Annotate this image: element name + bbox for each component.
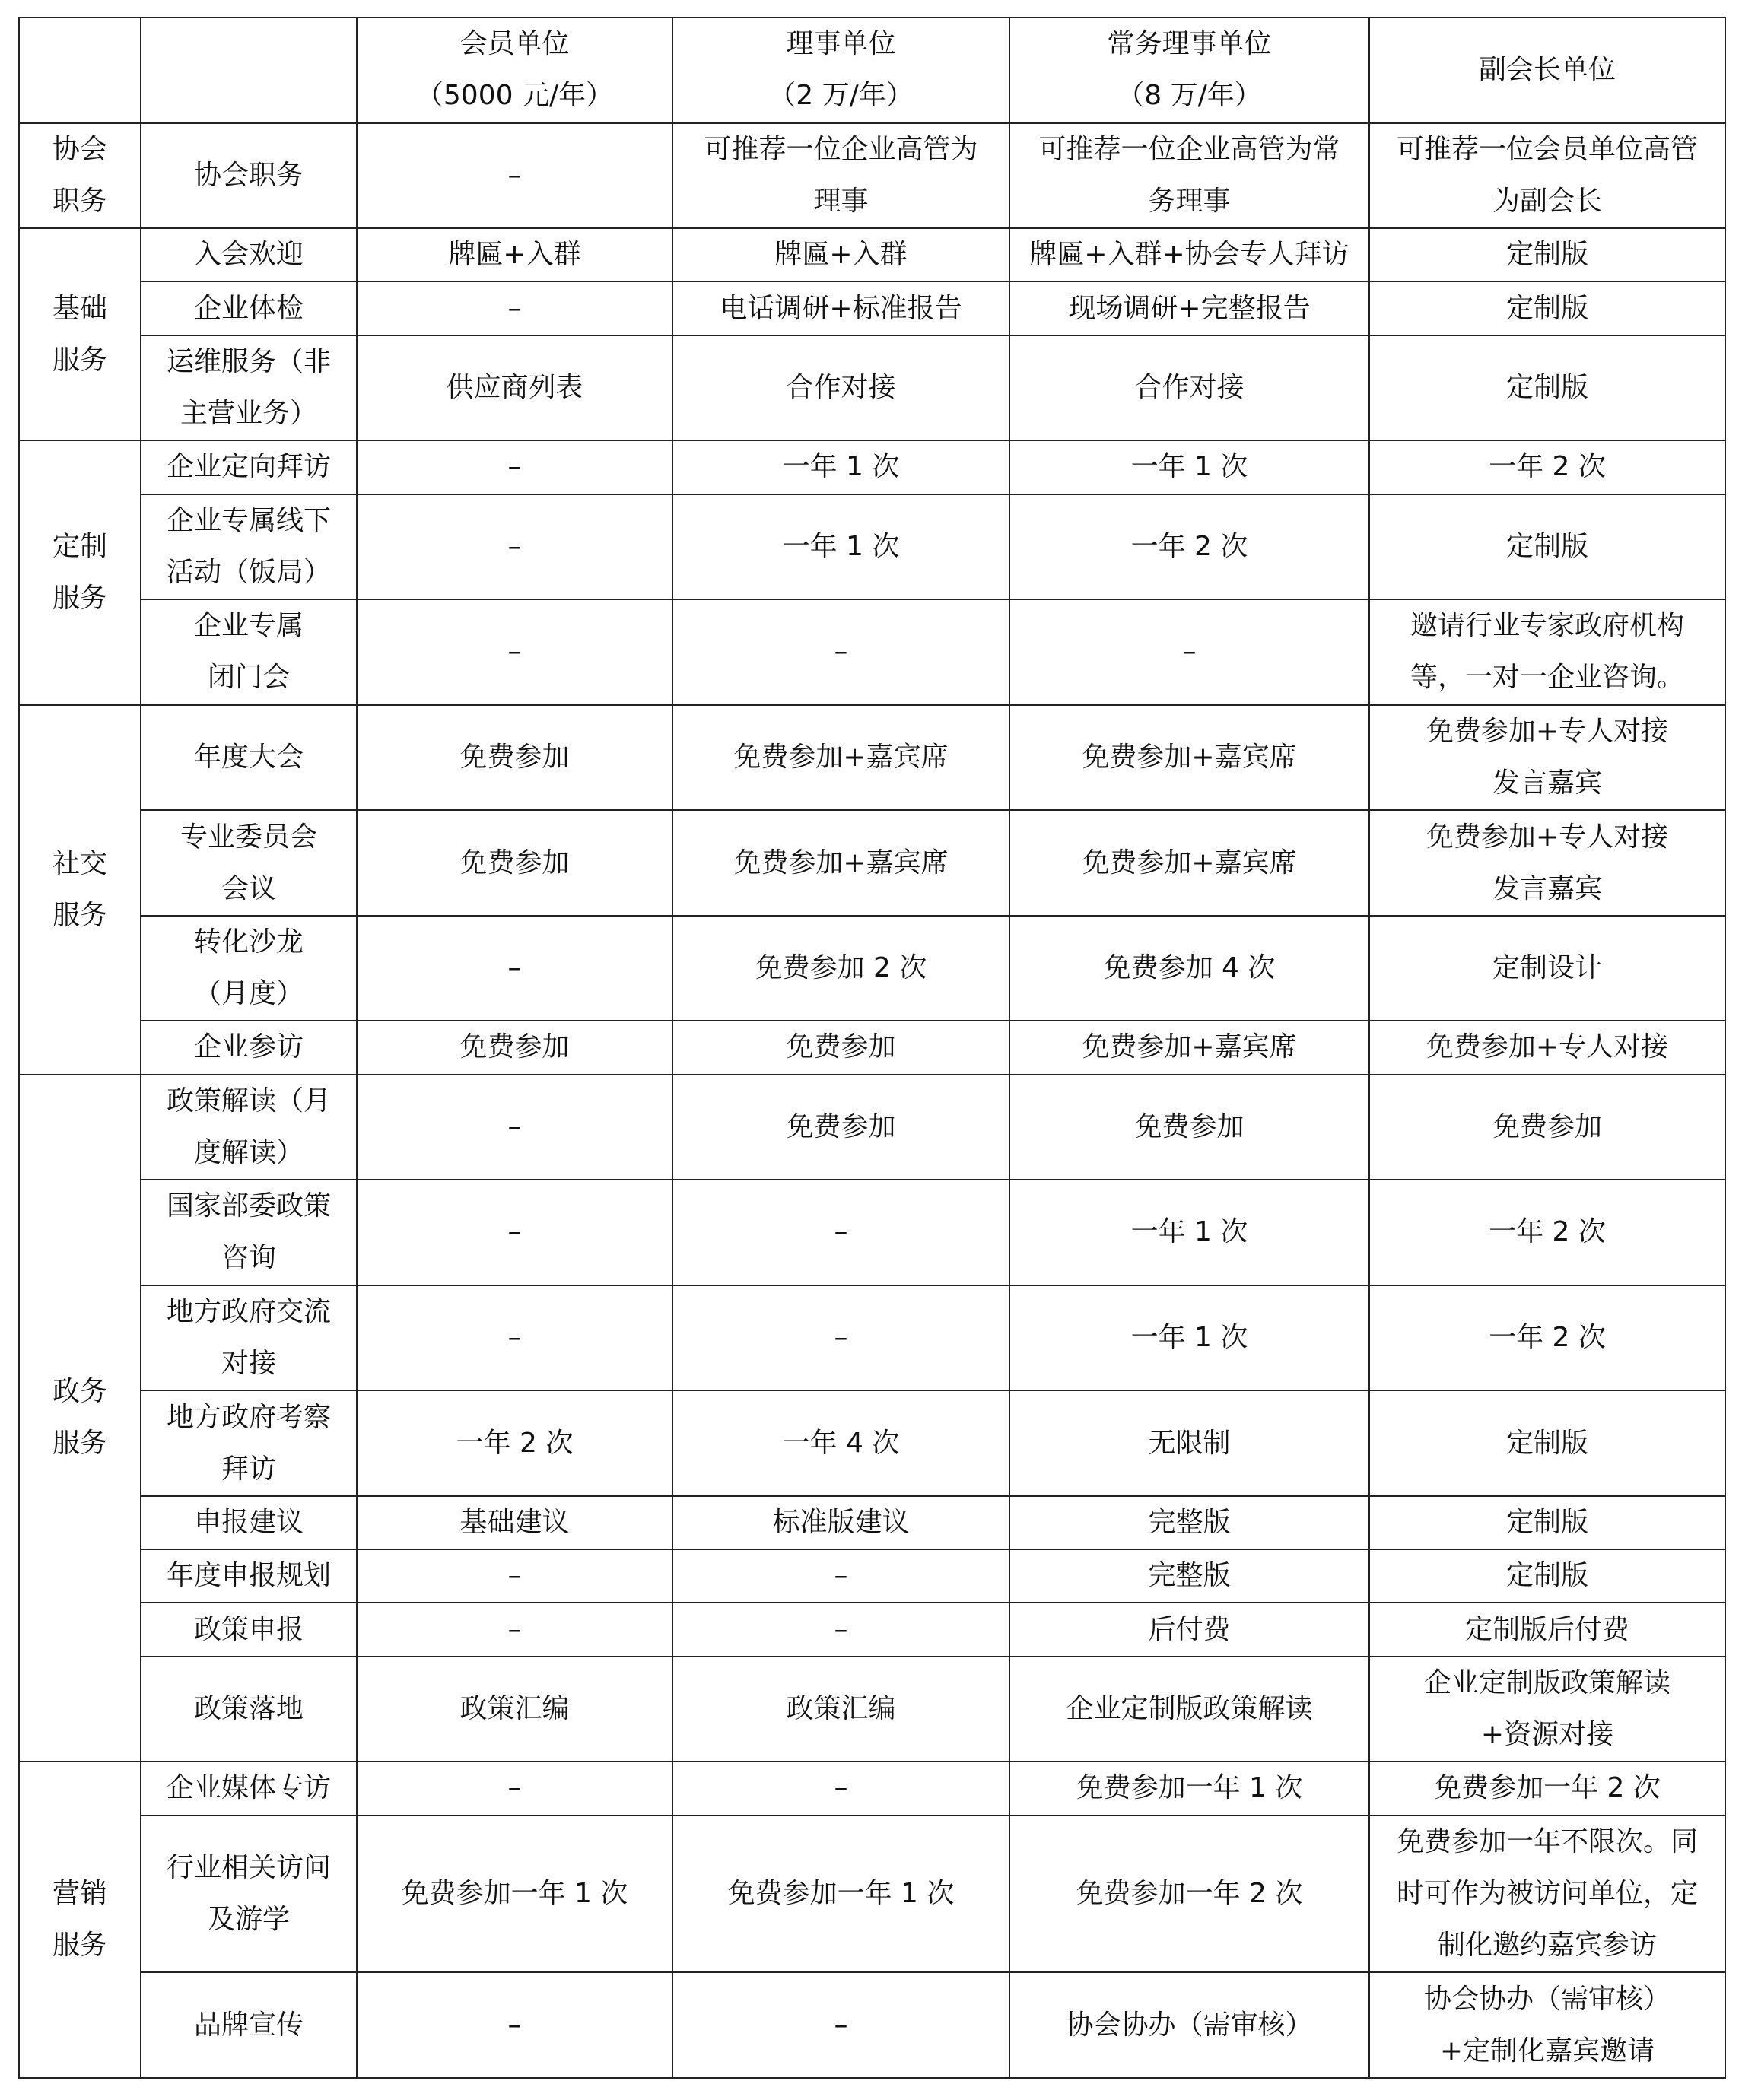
cell-director-line: 免费参加+嘉宾席 <box>733 847 949 878</box>
cell-member-line: – <box>507 1613 522 1645</box>
service-item-line: 申报建议 <box>193 1507 304 1539</box>
membership-benefits-table <box>18 17 1726 2079</box>
cell-vice-president-line: 定制版 <box>1505 1560 1588 1592</box>
service-item <box>141 916 357 1021</box>
cell-executive-director <box>1009 228 1369 281</box>
cell-member <box>357 1816 672 1973</box>
service-item-line: 运维服务（非 <box>166 345 331 377</box>
section-label <box>19 440 141 704</box>
cell-vice-president-line: 免费参加+专人对接 <box>1426 715 1669 747</box>
cell-director-line: – <box>834 1772 848 1804</box>
section-label-line: 服务 <box>52 582 107 614</box>
service-item-line: 转化沙龙 <box>193 926 304 958</box>
cell-director-line: – <box>834 1216 848 1248</box>
cell-vice-president <box>1369 228 1725 281</box>
service-item-line: 及游学 <box>207 1903 290 1935</box>
cell-member-line: 基础建议 <box>459 1507 570 1539</box>
cell-member-line: – <box>507 952 522 984</box>
cell-vice-president <box>1369 1285 1725 1391</box>
cell-executive-director-line: 完整版 <box>1148 1507 1231 1539</box>
cell-executive-director <box>1009 1657 1369 1762</box>
section-label <box>19 1075 141 1762</box>
cell-member-line: – <box>507 1772 522 1804</box>
cell-member-line: 一年 2 次 <box>456 1427 574 1459</box>
cell-vice-president-line: 时可作为被访问单位，定 <box>1396 1877 1698 1909</box>
cell-vice-president-line: +资源对接 <box>1480 1719 1614 1750</box>
cell-director-line: – <box>834 1560 848 1592</box>
service-item-line: （月度） <box>193 978 304 1010</box>
service-item-line: 主营业务） <box>180 397 317 429</box>
cell-vice-president-line: +定制化嘉宾邀请 <box>1439 2035 1655 2067</box>
section-label-line: 服务 <box>52 899 107 931</box>
cell-vice-president-line: 一年 2 次 <box>1489 451 1606 483</box>
cell-director <box>672 1549 1009 1603</box>
table-row <box>19 123 1725 229</box>
service-item-line: 企业专属线下 <box>166 504 331 536</box>
cell-vice-president-line: 可推荐一位会员单位高管 <box>1396 133 1698 165</box>
cell-director <box>672 335 1009 441</box>
cell-vice-president <box>1369 1075 1725 1180</box>
section-label <box>19 123 141 229</box>
section-label-line: 营销 <box>52 1878 107 1910</box>
service-item-line: 企业定向拜访 <box>166 451 331 483</box>
cell-vice-president-line: 发言嘉宾 <box>1492 767 1602 799</box>
table-row <box>19 1285 1725 1391</box>
cell-director <box>672 1972 1009 2078</box>
cell-executive-director-line: 一年 1 次 <box>1130 1322 1248 1354</box>
cell-vice-president <box>1369 1021 1725 1074</box>
cell-member <box>357 1075 672 1180</box>
table-row <box>19 1657 1725 1762</box>
service-item-line: 企业参访 <box>193 1031 304 1063</box>
cell-vice-president-line: 定制版 <box>1505 1427 1588 1459</box>
tier-price: （2 万/年） <box>768 80 914 112</box>
table-row <box>19 1762 1725 1815</box>
section-label-line: 服务 <box>52 1930 107 1962</box>
cell-member <box>357 1549 672 1603</box>
table-row <box>19 494 1725 600</box>
cell-member-line: – <box>507 451 522 483</box>
cell-executive-director-line: 协会协办（需审核） <box>1066 2009 1313 2041</box>
section-label-line: 定制 <box>52 530 107 562</box>
cell-executive-director <box>1009 123 1369 229</box>
service-item <box>141 810 357 916</box>
service-item <box>141 494 357 600</box>
cell-executive-director <box>1009 1390 1369 1496</box>
table-row <box>19 810 1725 916</box>
cell-vice-president <box>1369 1549 1725 1603</box>
cell-member-line: 免费参加一年 1 次 <box>401 1877 628 1909</box>
table-row <box>19 1816 1725 1973</box>
service-item-line: 企业媒体专访 <box>166 1772 331 1804</box>
section-label-line: 职务 <box>52 185 107 217</box>
service-item-line: 会议 <box>221 872 276 904</box>
cell-vice-president-line: 免费参加+专人对接 <box>1426 1031 1669 1063</box>
section-label <box>19 705 141 1075</box>
cell-executive-director-line: 免费参加 4 次 <box>1103 952 1276 984</box>
service-item <box>141 599 357 705</box>
service-item-line: 地方政府交流 <box>166 1296 331 1328</box>
cell-member-line: – <box>507 530 522 562</box>
cell-vice-president <box>1369 123 1725 229</box>
cell-director <box>672 228 1009 281</box>
cell-executive-director <box>1009 494 1369 600</box>
service-item-line: 专业委员会 <box>180 821 317 853</box>
cell-vice-president-line: 免费参加 <box>1492 1110 1602 1142</box>
cell-member-line: – <box>507 292 522 324</box>
service-item <box>141 1496 357 1549</box>
cell-member-line: – <box>507 2009 522 2041</box>
table-row <box>19 1390 1725 1496</box>
cell-director <box>672 599 1009 705</box>
cell-vice-president <box>1369 1816 1725 1973</box>
cell-vice-president <box>1369 1657 1725 1762</box>
cell-executive-director <box>1009 1180 1369 1285</box>
header-empty-cell <box>141 17 357 123</box>
cell-executive-director <box>1009 810 1369 916</box>
cell-member <box>357 1603 672 1656</box>
cell-director <box>672 1180 1009 1285</box>
cell-director <box>672 1021 1009 1074</box>
cell-director <box>672 810 1009 916</box>
cell-director <box>672 1496 1009 1549</box>
service-item-line: 国家部委政策 <box>166 1190 331 1222</box>
cell-executive-director-line: 牌匾+入群+协会专人拜访 <box>1029 239 1349 271</box>
cell-executive-director <box>1009 1816 1369 1973</box>
cell-vice-president-line: 一年 2 次 <box>1489 1322 1606 1354</box>
section-label-line: 社交 <box>52 847 107 879</box>
cell-member <box>357 123 672 229</box>
cell-vice-president <box>1369 705 1725 811</box>
service-item-line: 入会欢迎 <box>193 239 304 271</box>
cell-member <box>357 1657 672 1762</box>
header-executive-director <box>1009 17 1369 123</box>
cell-member <box>357 1390 672 1496</box>
section-label <box>19 1762 141 2078</box>
cell-director-line: – <box>834 1322 848 1354</box>
service-item-line: 企业专属 <box>193 610 304 642</box>
cell-director <box>672 281 1009 335</box>
cell-member-line: 免费参加 <box>459 847 570 878</box>
cell-member-line: 免费参加 <box>459 1031 570 1063</box>
cell-director-line: 牌匾+入群 <box>774 239 908 271</box>
cell-director-line: 合作对接 <box>786 371 896 403</box>
cell-director-line: 免费参加+嘉宾席 <box>733 741 949 773</box>
cell-vice-president-line: 制化邀约嘉宾参访 <box>1437 1929 1657 1961</box>
cell-executive-director-line: 免费参加一年 2 次 <box>1076 1877 1303 1909</box>
table-row <box>19 1075 1725 1180</box>
cell-vice-president-line: 发言嘉宾 <box>1492 872 1602 904</box>
cell-executive-director-line: 免费参加+嘉宾席 <box>1082 1031 1297 1063</box>
cell-director-line: 可推荐一位企业高管为 <box>704 133 978 165</box>
tier-name: 常务理事单位 <box>1107 28 1272 60</box>
cell-member-line: – <box>507 1322 522 1354</box>
cell-executive-director <box>1009 1603 1369 1656</box>
cell-vice-president-line: 等，一对一企业咨询。 <box>1410 662 1684 694</box>
cell-director-line: – <box>834 1613 848 1645</box>
cell-director <box>672 1657 1009 1762</box>
cell-vice-president-line: 定制版 <box>1505 530 1588 562</box>
table-row <box>19 916 1725 1021</box>
cell-executive-director-line: 合作对接 <box>1134 371 1245 403</box>
cell-vice-president <box>1369 494 1725 600</box>
header-empty-cell <box>19 17 141 123</box>
cell-member <box>357 1762 672 1815</box>
cell-vice-president-line: 邀请行业专家政府机构 <box>1410 610 1684 642</box>
cell-vice-president <box>1369 599 1725 705</box>
cell-vice-president <box>1369 916 1725 1021</box>
cell-executive-director <box>1009 335 1369 441</box>
cell-vice-president-line: 为副会长 <box>1492 185 1602 217</box>
cell-vice-president-line: 免费参加+专人对接 <box>1426 821 1669 853</box>
cell-member <box>357 494 672 600</box>
cell-executive-director-line: 可推荐一位企业高管为常 <box>1038 133 1340 165</box>
cell-executive-director-line: 无限制 <box>1148 1427 1231 1459</box>
cell-member <box>357 599 672 705</box>
tier-name: 理事单位 <box>786 28 896 60</box>
table-row <box>19 228 1725 281</box>
cell-director <box>672 1762 1009 1815</box>
table-row <box>19 335 1725 441</box>
cell-member <box>357 1496 672 1549</box>
header-member <box>357 17 672 123</box>
service-item-line: 对接 <box>221 1348 276 1380</box>
cell-director <box>672 1603 1009 1656</box>
cell-executive-director-line: 完整版 <box>1148 1560 1231 1592</box>
service-item-line: 政策落地 <box>193 1693 304 1724</box>
service-item <box>141 1021 357 1074</box>
cell-director <box>672 1816 1009 1973</box>
section-label <box>19 228 141 440</box>
cell-member-line: 供应商列表 <box>446 371 583 403</box>
cell-vice-president-line: 定制版后付费 <box>1464 1613 1629 1645</box>
service-item-line: 咨询 <box>221 1242 276 1274</box>
cell-executive-director-line: 企业定制版政策解读 <box>1066 1693 1313 1724</box>
section-label-line: 服务 <box>52 344 107 376</box>
cell-member-line: – <box>507 159 522 191</box>
cell-director-line: 政策汇编 <box>786 1693 896 1724</box>
header-row <box>19 17 1725 123</box>
table-row <box>19 281 1725 335</box>
cell-executive-director <box>1009 1972 1369 2078</box>
cell-executive-director-line: – <box>1182 636 1197 668</box>
section-label-line: 基础 <box>52 292 107 324</box>
cell-director-line: 免费参加 2 次 <box>755 952 927 984</box>
service-item-line: 活动（饭局） <box>166 556 331 588</box>
cell-director-line: 理事 <box>813 185 869 217</box>
cell-executive-director <box>1009 599 1369 705</box>
cell-executive-director <box>1009 705 1369 811</box>
cell-executive-director-line: 免费参加+嘉宾席 <box>1082 847 1297 878</box>
cell-member <box>357 916 672 1021</box>
table-row <box>19 705 1725 811</box>
service-item-line: 闭门会 <box>207 662 290 694</box>
cell-executive-director <box>1009 1021 1369 1074</box>
service-item <box>141 123 357 229</box>
cell-executive-director <box>1009 1762 1369 1815</box>
cell-vice-president <box>1369 1390 1725 1496</box>
cell-director <box>672 1285 1009 1391</box>
cell-director-line: 免费参加一年 1 次 <box>727 1877 955 1909</box>
service-item-line: 企业体检 <box>193 292 304 324</box>
table-row <box>19 599 1725 705</box>
service-item-line: 政策申报 <box>193 1613 304 1645</box>
service-item-line: 拜访 <box>221 1453 276 1485</box>
service-item-line: 年度申报规划 <box>166 1560 331 1592</box>
cell-vice-president-line: 企业定制版政策解读 <box>1423 1667 1670 1698</box>
cell-director-line: 免费参加 <box>786 1110 896 1142</box>
cell-executive-director-line: 后付费 <box>1148 1613 1231 1645</box>
cell-vice-president-line: 定制版 <box>1505 239 1588 271</box>
cell-vice-president-line: 一年 2 次 <box>1489 1216 1606 1248</box>
cell-executive-director-line: 免费参加一年 1 次 <box>1076 1772 1303 1804</box>
tier-name: 会员单位 <box>459 28 570 60</box>
cell-member <box>357 281 672 335</box>
cell-director-line: – <box>834 2009 848 2041</box>
cell-executive-director-line: 免费参加 <box>1134 1110 1245 1142</box>
section-label-line: 服务 <box>52 1428 107 1460</box>
cell-director-line: 电话调研+标准报告 <box>720 292 962 324</box>
service-item <box>141 1816 357 1973</box>
table-row <box>19 1180 1725 1285</box>
cell-vice-president <box>1369 281 1725 335</box>
cell-director <box>672 1075 1009 1180</box>
service-item <box>141 1285 357 1391</box>
service-item <box>141 440 357 494</box>
cell-director-line: 一年 1 次 <box>782 451 900 483</box>
service-item-line: 品牌宣传 <box>193 2009 304 2041</box>
cell-member-line: 牌匾+入群 <box>448 239 581 271</box>
cell-vice-president-line: 定制版 <box>1505 292 1588 324</box>
cell-member <box>357 1180 672 1285</box>
cell-director-line: 免费参加 <box>786 1031 896 1063</box>
cell-vice-president-line: 免费参加一年 2 次 <box>1434 1772 1661 1804</box>
cell-director <box>672 916 1009 1021</box>
cell-vice-president-line: 定制版 <box>1505 1507 1588 1539</box>
table-row <box>19 1021 1725 1074</box>
service-item <box>141 1762 357 1815</box>
cell-executive-director <box>1009 1496 1369 1549</box>
service-item <box>141 1180 357 1285</box>
cell-executive-director-line: 免费参加+嘉宾席 <box>1082 741 1297 773</box>
service-item <box>141 1657 357 1762</box>
service-item <box>141 228 357 281</box>
cell-director <box>672 494 1009 600</box>
cell-member <box>357 1021 672 1074</box>
cell-director-line: – <box>834 636 848 668</box>
service-item <box>141 1549 357 1603</box>
cell-member-line: 免费参加 <box>459 741 570 773</box>
cell-vice-president <box>1369 1180 1725 1285</box>
cell-member-line: 政策汇编 <box>459 1693 570 1724</box>
cell-director-line: 一年 1 次 <box>782 530 900 562</box>
service-item <box>141 281 357 335</box>
header-director <box>672 17 1009 123</box>
cell-vice-president <box>1369 1496 1725 1549</box>
cell-vice-president-line: 免费参加一年不限次。同 <box>1396 1825 1698 1857</box>
table-row <box>19 440 1725 494</box>
cell-executive-director <box>1009 1075 1369 1180</box>
cell-vice-president <box>1369 1972 1725 2078</box>
cell-vice-president <box>1369 1762 1725 1815</box>
service-item <box>141 335 357 441</box>
cell-vice-president <box>1369 335 1725 441</box>
cell-vice-president <box>1369 440 1725 494</box>
cell-director <box>672 705 1009 811</box>
table-row <box>19 1972 1725 2078</box>
cell-member-line: – <box>507 636 522 668</box>
cell-member <box>357 1285 672 1391</box>
cell-member <box>357 228 672 281</box>
tier-price: （8 万/年） <box>1117 80 1262 112</box>
cell-executive-director-line: 一年 1 次 <box>1130 451 1248 483</box>
cell-vice-president-line: 定制版 <box>1505 371 1588 403</box>
service-item-line: 度解读） <box>193 1136 304 1168</box>
cell-member-line: – <box>507 1560 522 1592</box>
cell-executive-director-line: 现场调研+完整报告 <box>1068 292 1311 324</box>
tier-price: （5000 元/年） <box>415 80 614 112</box>
table-row <box>19 1496 1725 1549</box>
cell-executive-director <box>1009 1285 1369 1391</box>
service-item <box>141 1390 357 1496</box>
cell-director <box>672 1390 1009 1496</box>
service-item <box>141 705 357 811</box>
cell-vice-president <box>1369 1603 1725 1656</box>
cell-executive-director-line: 一年 2 次 <box>1130 530 1248 562</box>
header-vice-president <box>1369 17 1725 123</box>
service-item-line: 协会职务 <box>193 159 304 191</box>
cell-executive-director-line: 务理事 <box>1148 185 1231 217</box>
service-item-line: 政策解读（月 <box>166 1085 331 1117</box>
service-item-line: 行业相关访问 <box>166 1851 331 1883</box>
cell-vice-president <box>1369 810 1725 916</box>
cell-director-line: 标准版建议 <box>772 1507 910 1539</box>
table-row <box>19 1549 1725 1603</box>
cell-executive-director <box>1009 1549 1369 1603</box>
cell-member <box>357 1972 672 2078</box>
table-row <box>19 1603 1725 1656</box>
service-item-line: 地方政府考察 <box>166 1401 331 1433</box>
cell-vice-president-line: 协会协办（需审核） <box>1423 1983 1670 2015</box>
cell-executive-director-line: 一年 1 次 <box>1130 1216 1248 1248</box>
cell-executive-director <box>1009 281 1369 335</box>
cell-director <box>672 440 1009 494</box>
cell-director <box>672 123 1009 229</box>
cell-vice-president-line: 定制设计 <box>1492 952 1602 984</box>
service-item <box>141 1603 357 1656</box>
section-label-line: 协会 <box>52 133 107 165</box>
cell-member <box>357 810 672 916</box>
section-label-line: 政务 <box>52 1376 107 1408</box>
tier-name: 副会长单位 <box>1478 54 1616 86</box>
cell-member <box>357 335 672 441</box>
service-item <box>141 1075 357 1180</box>
service-item-line: 年度大会 <box>193 741 304 773</box>
cell-executive-director <box>1009 440 1369 494</box>
service-item <box>141 1972 357 2078</box>
cell-member-line: – <box>507 1110 522 1142</box>
cell-member <box>357 705 672 811</box>
cell-member-line: – <box>507 1216 522 1248</box>
cell-executive-director <box>1009 916 1369 1021</box>
cell-member <box>357 440 672 494</box>
cell-director-line: 一年 4 次 <box>782 1427 900 1459</box>
